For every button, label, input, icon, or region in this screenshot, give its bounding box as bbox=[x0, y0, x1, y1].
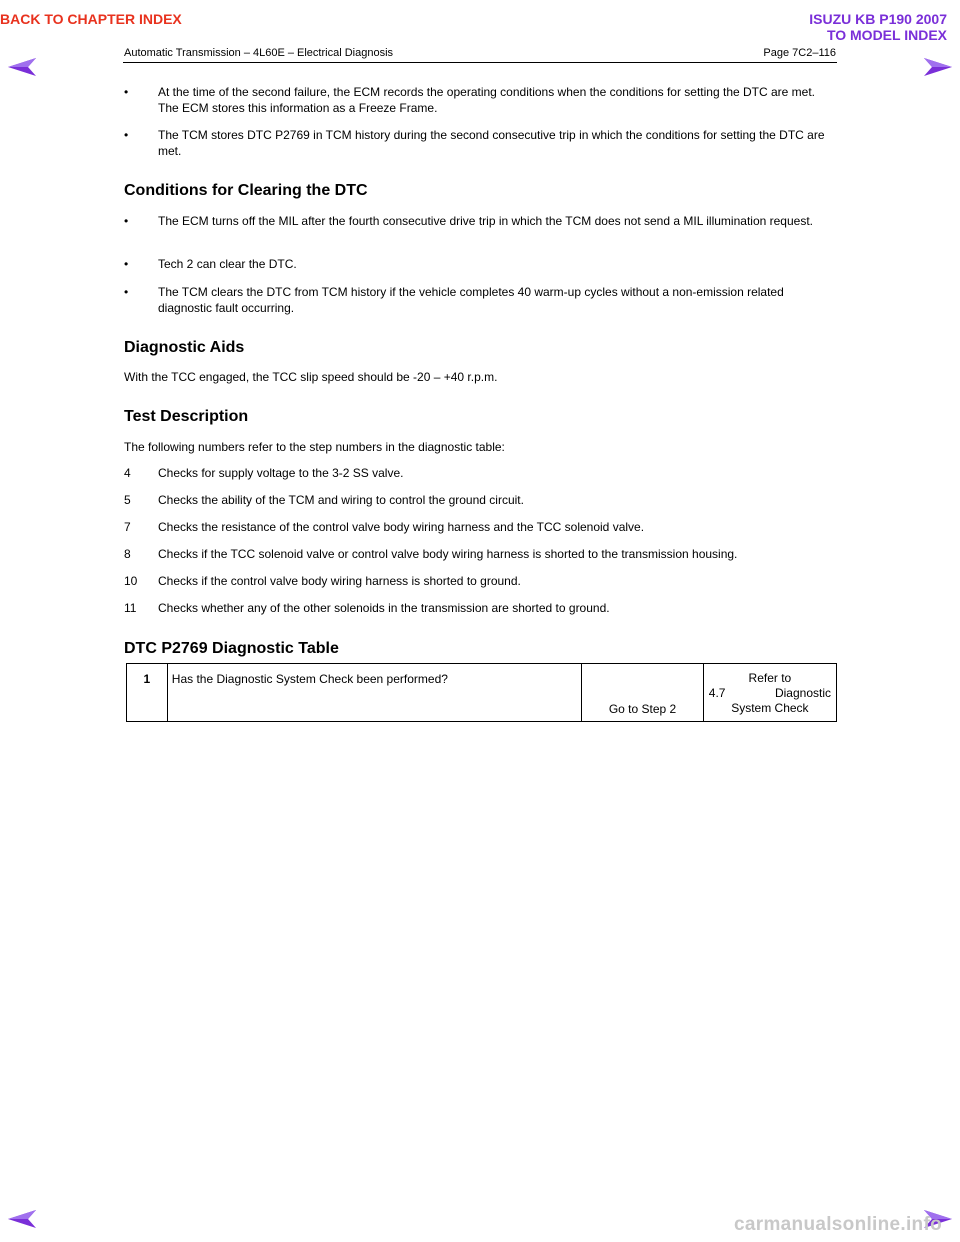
watermark: carmanualsonline.info bbox=[734, 1214, 942, 1235]
prev-page-arrow-bottom-icon[interactable] bbox=[8, 1210, 36, 1228]
action-cell: Has the Diagnostic System Check been performed? bbox=[167, 664, 581, 722]
list-item: 7 Checks the resistance of the control valve body wiring harness and the TCC solenoid valve. bbox=[124, 520, 645, 534]
bullet-icon: • bbox=[124, 85, 129, 99]
list-item: 10 Checks if the control valve body wiring harness is shorted to ground. bbox=[124, 574, 521, 588]
model-index-link[interactable] bbox=[809, 11, 947, 43]
section-heading-diagnostic-table: DTC P2769 Diagnostic Table bbox=[124, 640, 339, 657]
bullet-icon: • bbox=[124, 285, 129, 299]
back-to-chapter-index-link[interactable]: BACK TO CHAPTER INDEX bbox=[0, 11, 182, 27]
table-row bbox=[127, 664, 837, 722]
section-heading-test-description: Test Description bbox=[124, 408, 249, 425]
step-number-cell: 1 bbox=[127, 664, 168, 722]
bullet-icon: • bbox=[124, 257, 129, 271]
list-item: 5 Checks the ability of the TCM and wiring to control the ground circuit. bbox=[124, 493, 524, 507]
model-title: ISUZU KB P190 2007 bbox=[809, 11, 947, 27]
test-description-intro: The following numbers refer to the step numbers in the diagnostic table: bbox=[124, 440, 505, 454]
no-line-1: Refer to bbox=[748, 671, 792, 685]
list-item: 11 Checks whether any of the other solenoids in the transmission are shorted to ground. bbox=[124, 601, 610, 615]
running-header-left: Automatic Transmission – 4L60E – Electrical Diagnosis bbox=[124, 47, 394, 59]
prev-page-arrow-icon[interactable] bbox=[8, 58, 36, 76]
running-header-page: Page 7C2–116 bbox=[763, 47, 836, 59]
list-item: 4 Checks for supply voltage to the 3-2 SS valve. bbox=[124, 466, 404, 480]
next-page-arrow-icon[interactable] bbox=[924, 58, 952, 76]
bullet-icon: • bbox=[124, 128, 129, 142]
list-item: • At the time of the second failure, the ECM records the operating conditions when the conditions for setting the DTC are met. The ECM stores this information as a Freeze Frame. bbox=[124, 85, 816, 115]
diagnostic-table bbox=[126, 663, 837, 722]
section-heading-diagnostic-aids: Diagnostic Aids bbox=[124, 339, 245, 356]
no-cell bbox=[703, 664, 836, 722]
diagnostic-aids-text: With the TCC engaged, the TCC slip speed should be -20 – +40 r.p.m. bbox=[124, 370, 498, 384]
yes-cell: Go to Step 2 bbox=[582, 664, 704, 722]
section-heading-clearing: Conditions for Clearing the DTC bbox=[124, 182, 368, 199]
list-item: • Tech 2 can clear the DTC. bbox=[124, 257, 297, 271]
list-item: • The TCM stores DTC P2769 in TCM history during the second consecutive trip in which the conditions for setting the DTC are met. bbox=[124, 128, 825, 158]
list-item: • The TCM clears the DTC from TCM history if the vehicle completes 40 warm-up cycles without a non-emission related diagnostic fault occurring. bbox=[124, 285, 784, 315]
header-rule bbox=[123, 62, 837, 63]
list-item: • The ECM turns off the MIL after the fourth consecutive drive trip in which the TCM does not send a MIL illumination request. bbox=[124, 214, 813, 228]
list-item: 8 Checks if the TCC solenoid valve or control valve body wiring harness is shorted to the transmission housing. bbox=[124, 547, 738, 561]
no-line-3: System Check bbox=[731, 701, 809, 715]
bullet-icon: • bbox=[124, 214, 129, 228]
no-line-2: 4.7 Diagnostic bbox=[708, 686, 831, 700]
model-index-label: TO MODEL INDEX bbox=[826, 27, 947, 43]
